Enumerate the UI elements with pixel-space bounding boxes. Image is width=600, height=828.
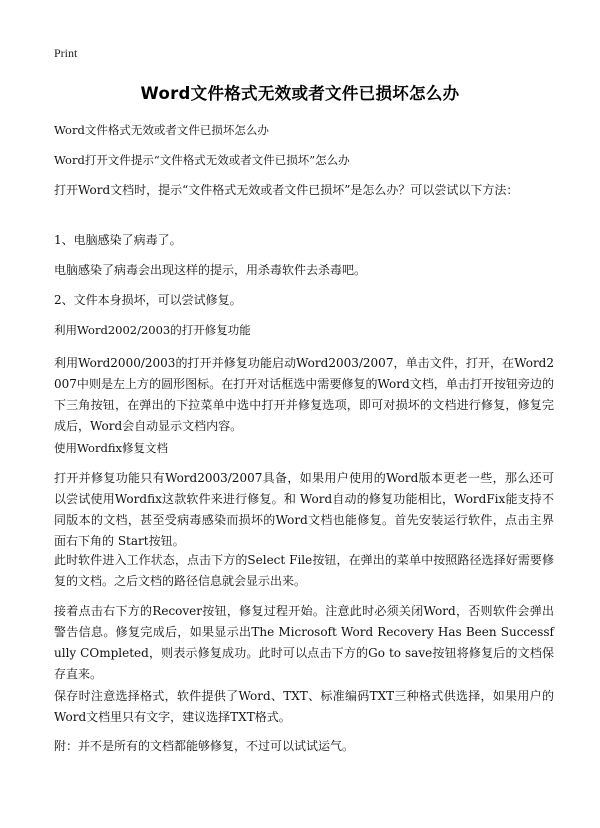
paragraph-method-2-detail: 打开并修复功能只有Word2003/2007具备，如果用户使用的Word版本更老一些，那么还可以尝试使用Wordfix这款软件来进行修复。和 Word自动的修复功能相比，WordFix能支持不同版本的文档，甚至受病毒感染而损坏的Word文档也能修复。首先安装运行软件，点击主界面右下角的 Start按钮。 bbox=[54, 471, 554, 548]
document-title: Word文件格式无效或者文件已损坏怎么办 bbox=[140, 84, 460, 103]
paragraph-select-file: 此时软件进入工作状态，点击下方的Select File按钮，在弹出的菜单中按照路径选择好需要修复的文档。之后文档的路径信息就会显示出来。 bbox=[54, 553, 554, 588]
paragraph-note: 附：并不是所有的文档都能够修复，不过可以试试运气。 bbox=[54, 739, 355, 753]
paragraph-save-format: 保存时注意选择格式，软件提供了Word、TXT、标准编码TXT三种格式供选择，如果用户的Word文档里只有文字，建议选择TXT格式。 bbox=[54, 689, 554, 724]
paragraph-method-1-heading: 利用Word2002/2003的打开修复功能 bbox=[54, 323, 251, 337]
paragraph-intro: 打开Word文档时，提示“文件格式无效或者文件已损坏”是怎么办？可以尝试以下方法： bbox=[54, 183, 519, 197]
paragraph-method-1-detail: 利用Word2000/2003的打开并修复功能启动Word2003/2007，单击文件，打开，在Word2007中则是左上方的圆形图标。在打开对话框选中需要修复的Word文档，单击打开按钮旁边的下三角按钮，在弹出的下拉菜单中选中打开并修复选项，即可对损坏的文档进行修复，修复完成后，Word会自动显示文档内容。 bbox=[54, 356, 554, 433]
paragraph-question: Word打开文件提示“文件格式无效或者文件已损坏”怎么办 bbox=[54, 153, 350, 167]
paragraph-recover: 接着点击右下方的Recover按钮，修复过程开始。注意此时必须关闭Word，否则软件会弹出警告信息。修复完成后，如果显示出The Microsoft Word Recovery Has Been Successfully COmpleted，则表示修复成功。此时可以点击下方的Go to save按钮将修复后的文档保存直来。 bbox=[54, 604, 554, 681]
paragraph-subtitle: Word文件格式无效或者文件已损坏怎么办 bbox=[54, 123, 269, 137]
paragraph-cause-2: 2、文件本身损坏，可以尝试修复。 bbox=[54, 293, 242, 307]
paragraph-method-2-heading: 使用Wordfix修复文档 bbox=[54, 441, 168, 455]
paragraph-cause-1-detail: 电脑感染了病毒会出现这样的提示，用杀毒软件去杀毒吧。 bbox=[54, 263, 367, 277]
paragraph-cause-1: 1、电脑感染了病毒了。 bbox=[54, 233, 182, 247]
print-label: Print bbox=[54, 46, 78, 60]
